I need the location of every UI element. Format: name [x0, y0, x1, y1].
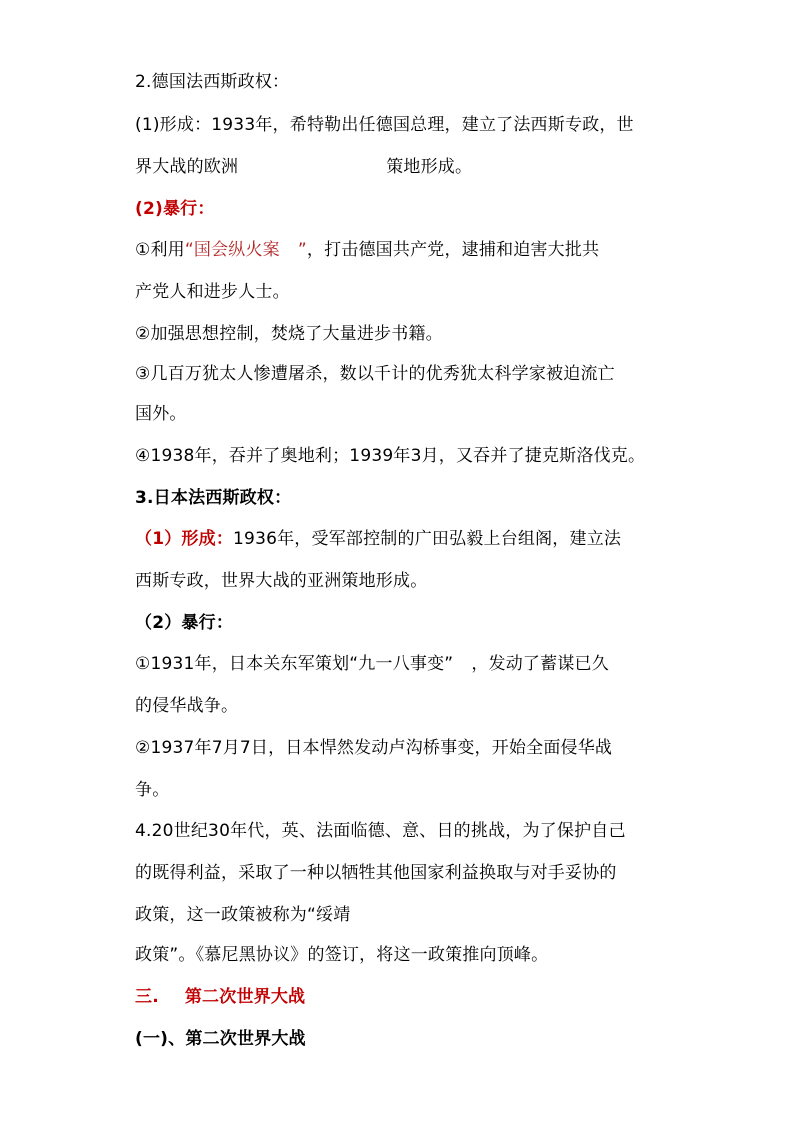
germany-formation-line1: (1)形成：1933年，希特勒出任德国总理，建立了法西斯专政，世	[135, 115, 634, 135]
germany-atrocity-1-line1	[135, 240, 665, 260]
section-2-title: 2.德国法西斯政权：	[135, 72, 290, 92]
part-3-heading-text: 第二次世界大战	[184, 987, 306, 1007]
part-3-heading	[135, 987, 665, 1007]
germany-atrocity-4: ④1938年，吞并了奥地利；1939年3月，又吞并了捷克斯洛伐克。	[135, 446, 646, 466]
appeasement-line4: 政策”。《慕尼黑协议》的签订，将这一政策推向顶峰。	[135, 945, 549, 965]
appeasement-line3: 政策，这一政策被称为“绥靖	[135, 905, 351, 925]
japan-atrocity-1-line2: 的侵华战争。	[135, 696, 239, 716]
germany-atrocity-3-line2: 国外。	[135, 404, 187, 424]
japan-formation-label: （1）形成：	[135, 529, 234, 549]
part-3-sub-heading: (一)、第二次世界大战	[135, 1029, 306, 1049]
germany-formation-line2-b: 策地形成。	[386, 157, 473, 177]
germany-atrocity-1-suffix: ，打击德国共产党，逮捕和迫害大批共	[306, 240, 600, 260]
reichstag-fire-quote: “国会纵火案	[184, 240, 280, 260]
japan-atrocity-2-line2: 争。	[135, 780, 170, 800]
germany-atrocity-1-prefix: ①利用	[135, 240, 185, 260]
japan-formation-line1	[135, 529, 665, 549]
germany-atrocities-label: (2)暴行：	[135, 199, 215, 219]
germany-formation-line2	[135, 157, 665, 177]
appeasement-line1: 4.20世纪30年代，英、法面临德、意、日的挑战，为了保护自己	[135, 821, 626, 841]
appeasement-line2: 的既得利益，采取了一种以牺牲其他国家利益换取与对手妥协的	[135, 863, 617, 883]
germany-atrocity-1-line2: 产党人和进步人士。	[135, 282, 290, 302]
section-3-title: 3.日本法西斯政权：	[135, 488, 292, 508]
germany-atrocity-3-line1: ③几百万犹太人惨遭屠杀，数以千计的优秀犹太科学家被迫流亡	[135, 364, 615, 384]
reichstag-fire-quote-close: ”	[297, 240, 307, 260]
japan-atrocity-2-line1: ②1937年7月7日，日本悍然发动卢沟桥事变，开始全面侵华战	[135, 738, 613, 758]
japan-formation-text: 1936年，受军部控制的广田弘毅上台组阁，建立法	[233, 529, 622, 549]
germany-formation-line2-a: 界大战的欧洲	[135, 157, 239, 177]
japan-atrocity-1-b: ，发动了蓄谋已久	[471, 654, 609, 674]
japan-atrocity-1-line1	[135, 654, 665, 674]
japan-atrocity-1-a: ①1931年，日本关东军策划“九一八事变”	[135, 654, 454, 674]
germany-atrocity-2: ②加强思想控制，焚烧了大量进步书籍。	[135, 324, 443, 344]
japan-atrocities-label: （2）暴行：	[135, 613, 234, 633]
japan-formation-line2: 西斯专政，世界大战的亚洲策地形成。	[135, 571, 428, 591]
part-3-heading-number: 三.	[135, 987, 159, 1007]
